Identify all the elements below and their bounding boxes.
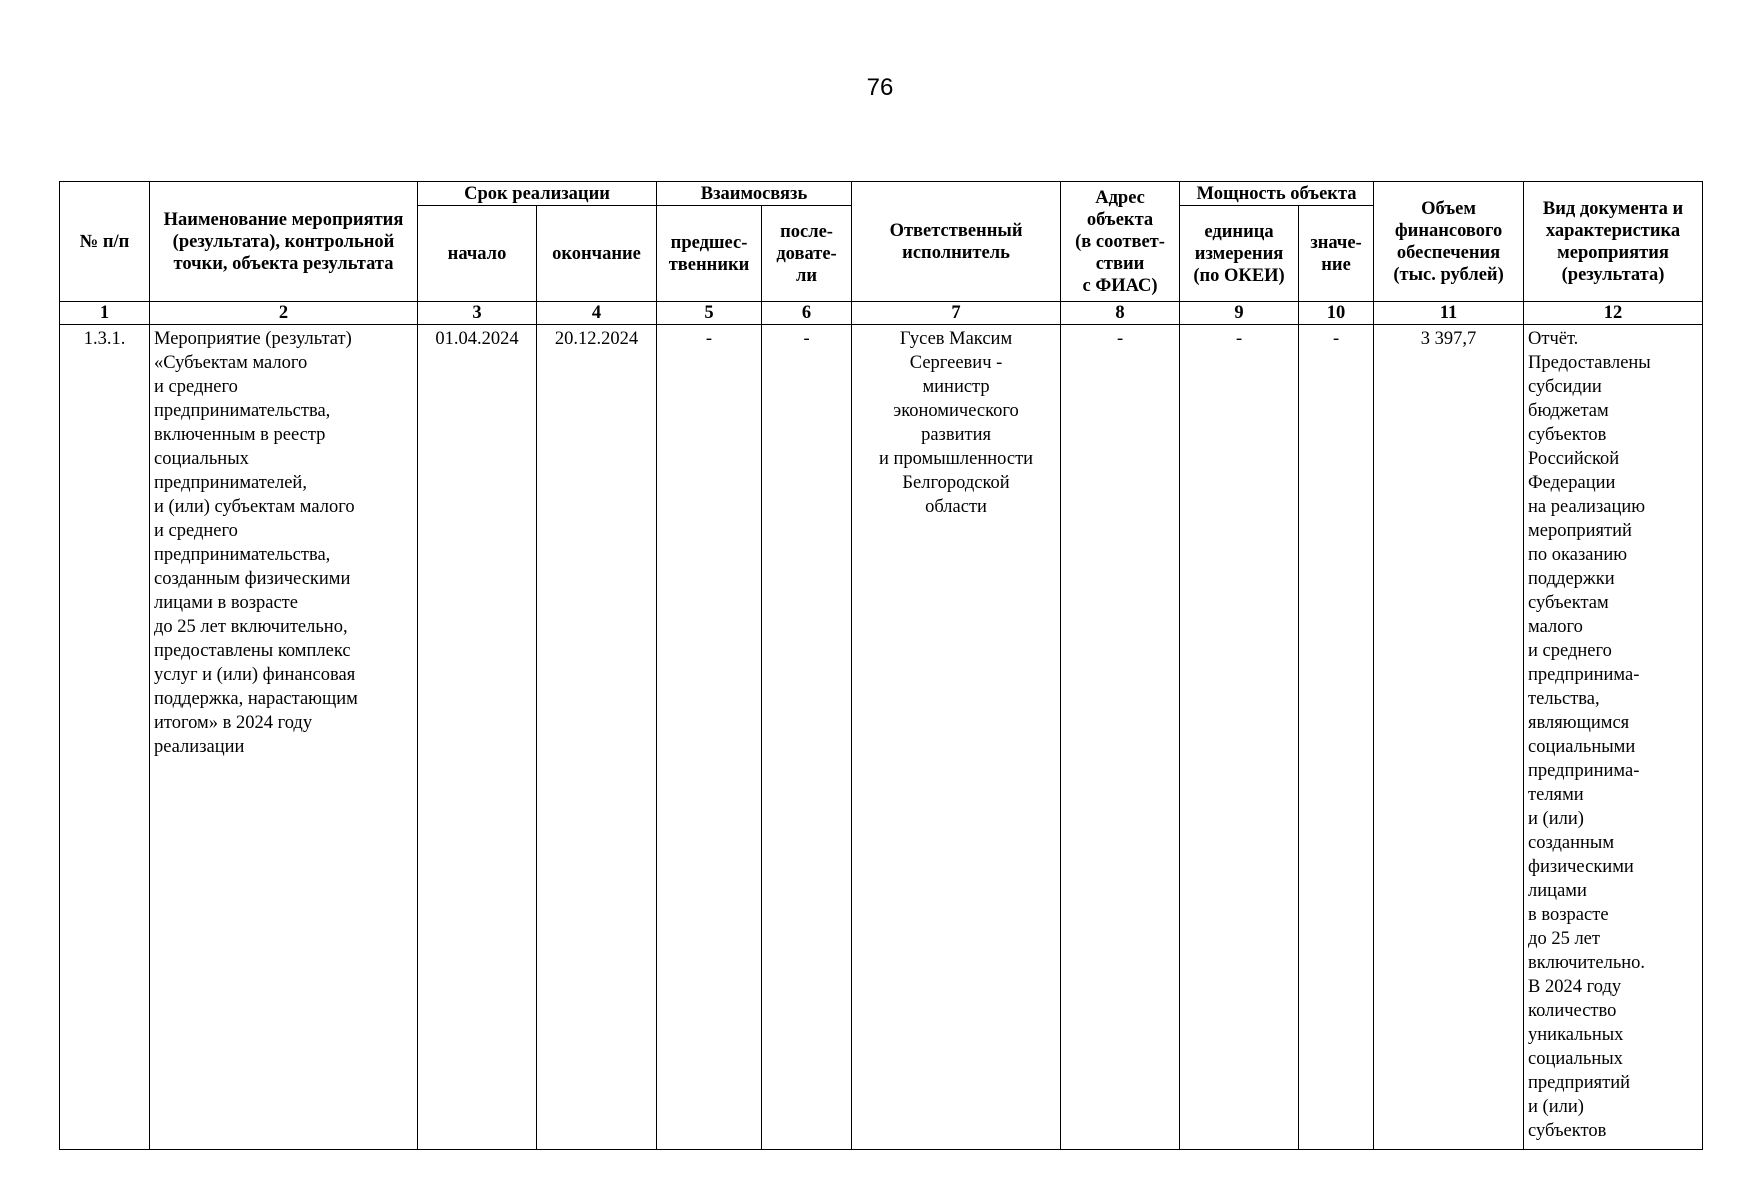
column-number: 7 (852, 302, 1061, 325)
column-number: 9 (1180, 302, 1299, 325)
column-number: 1 (60, 302, 150, 325)
cell-successors: - (762, 325, 852, 1150)
plan-table (59, 181, 1703, 1150)
page-number: 76 (866, 74, 894, 101)
header-address: Адрес объекта (в соответ- ствии с ФИАС) (1061, 182, 1180, 302)
table-header (60, 182, 1703, 325)
header-value: значе- ние (1299, 206, 1374, 302)
column-numbers-row (60, 302, 1703, 325)
header-finance: Объем финансового обеспечения (тыс. рублей) (1374, 182, 1524, 302)
column-number: 4 (537, 302, 657, 325)
column-number: 11 (1374, 302, 1524, 325)
header-document: Вид документа и характеристика мероприятия (результата) (1524, 182, 1703, 302)
cell-value: - (1299, 325, 1374, 1150)
header-unit: единица измерения (по ОКЕИ) (1180, 206, 1299, 302)
cell-responsible: Гусев Максим Сергеевич - министр экономического развития и промышленности Белгородской области (852, 325, 1061, 1150)
cell-document: Отчёт. Предоставлены субсидии бюджетам субъектов Российской Федерации на реализацию мероприятий по оказанию поддержки субъектам малого и среднего предпринима- тельства, являющимся социальными предпринима- телями и (или) созданным физическими лицами в возрасте до 25 лет включительно. В 2024 году количество уникальных социальных предприятий и (или) субъектов (1524, 325, 1703, 1150)
header-no: № п/п (60, 182, 150, 302)
header-group-link: Взаимосвязь (657, 182, 852, 206)
header-predecessors: предшес- твенники (657, 206, 762, 302)
column-number: 10 (1299, 302, 1374, 325)
column-number: 3 (418, 302, 537, 325)
table-row (60, 325, 1703, 1150)
cell-unit: - (1180, 325, 1299, 1150)
column-number: 12 (1524, 302, 1703, 325)
cell-name: Мероприятие (результат) «Субъектам малого и среднего предпринимательства, включенным в реестр социальных предпринимателей, и (или) субъектам малого и среднего предпринимательства, созданным физическими лицами в возрасте до 25 лет включительно, предоставлены комплекс услуг и (или) финансовая поддержка, нарастающим итогом» в 2024 году реализации (150, 325, 418, 1150)
column-number: 2 (150, 302, 418, 325)
header-group-term: Срок реализации (418, 182, 657, 206)
column-number: 5 (657, 302, 762, 325)
cell-end: 20.12.2024 (537, 325, 657, 1150)
header-name: Наименование мероприятия (результата), контрольной точки, объекта результата (150, 182, 418, 302)
cell-no: 1.3.1. (60, 325, 150, 1150)
column-number: 8 (1061, 302, 1180, 325)
cell-address: - (1061, 325, 1180, 1150)
header-group-capacity: Мощность объекта (1180, 182, 1374, 206)
cell-predecessors: - (657, 325, 762, 1150)
header-start: начало (418, 206, 537, 302)
header-successors: после- довате- ли (762, 206, 852, 302)
header-responsible: Ответственный исполнитель (852, 182, 1061, 302)
header-end: окончание (537, 206, 657, 302)
cell-start: 01.04.2024 (418, 325, 537, 1150)
cell-finance: 3 397,7 (1374, 325, 1524, 1150)
column-number: 6 (762, 302, 852, 325)
